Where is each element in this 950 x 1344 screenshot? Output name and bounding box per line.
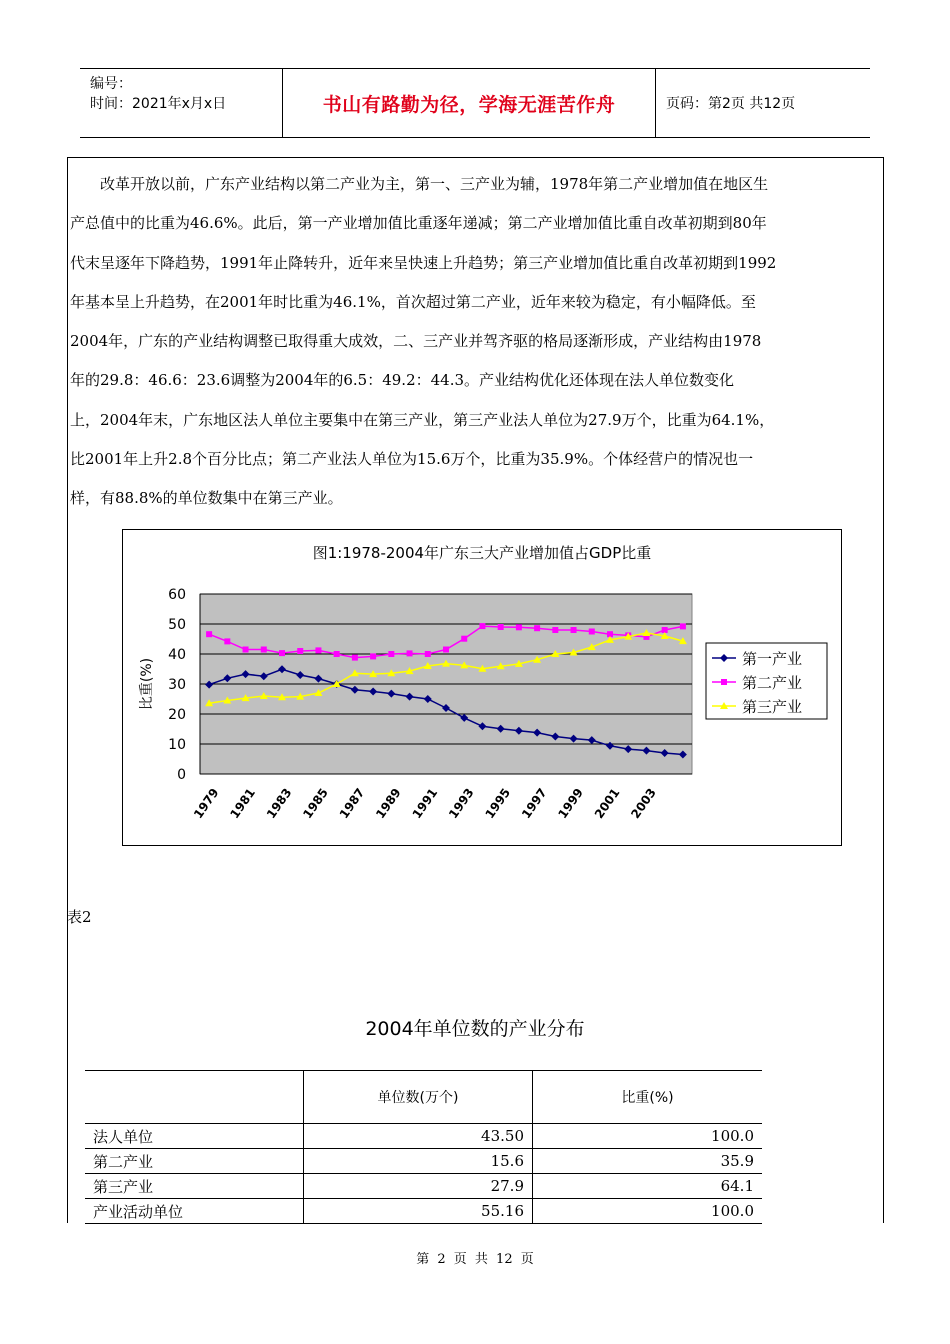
unit-count: 27.9: [304, 1174, 533, 1199]
x-tick-label: 1989: [373, 785, 404, 822]
body-line: 年基本呈上升趋势，在2001年时比重为46.1%，首次超过第二产业，近年来较为稳定，有小幅降低。至: [70, 292, 756, 311]
page-footer: 第 2 页 共 12 页: [416, 1252, 534, 1267]
body-line: 2004年，广东的产业结构调整已取得重大成效，二、三产业并驾齐驱的格局逐渐形成，产业结构由1978: [70, 332, 762, 351]
data-point: [425, 651, 431, 657]
data-point: [261, 647, 267, 653]
x-tick-label: 2003: [628, 785, 659, 822]
table-row: [85, 1124, 762, 1149]
stats-table: [85, 1070, 762, 1224]
data-point: [206, 631, 212, 637]
body-line: 比2001年上升2.8个百分比点；第二产业法人单位为15.6万个，比重为35.9%。个体经营户的情况也一: [70, 450, 754, 469]
data-point: [224, 638, 230, 644]
header-page-info: 页码：第2页 共12页: [666, 96, 796, 112]
y-tick-label: 0: [177, 767, 186, 783]
data-point: [279, 650, 285, 656]
body-line: 年的29.8：46.6：23.6调整为2004年的6.5：49.2：44.3。产业结构优化还体现在法人单位数变化: [70, 371, 735, 390]
x-tick-label: 1987: [336, 785, 368, 822]
x-tick-label: 1981: [227, 785, 259, 822]
data-point: [552, 627, 558, 633]
time-label: 时间：2021年x月x日: [90, 96, 227, 112]
line-chart: [123, 530, 841, 845]
body-line: 产总值中的比重为46.6%。此后，第一产业增加值比重逐年递减；第二产业增加值比重自改革初期到80年: [70, 214, 767, 233]
table-row: [85, 1174, 762, 1199]
data-point: [407, 650, 413, 656]
header-motto: 书山有路勤为径，学海无涯苦作舟: [283, 69, 656, 137]
body-line: 代末呈逐年下降趋势，1991年止降转升，近年来呈快速上升趋势；第三产业增加值比重自改革初期到1992: [70, 253, 777, 272]
share: 100.0: [533, 1199, 763, 1224]
body-line: 改革开放以前，广东产业结构以第二产业为主，第一、三产业为辅，1978年第二产业增加值在地区生: [70, 175, 769, 193]
data-point: [534, 625, 540, 631]
header-meta: [80, 69, 283, 137]
y-axis-label: 比重(%): [139, 657, 155, 711]
share: 100.0: [533, 1124, 763, 1149]
data-point: [680, 623, 686, 629]
legend-label: 第三产业: [742, 698, 803, 716]
page-header: [80, 68, 870, 138]
share: 64.1: [533, 1174, 763, 1199]
x-tick-label: 1997: [518, 785, 550, 822]
chart-title: 图1:1978-2004年广东三大产业增加值占GDP比重: [312, 544, 652, 562]
x-tick-label: 1995: [482, 785, 514, 822]
table-row: [85, 1199, 762, 1224]
data-point: [370, 653, 376, 659]
data-point: [443, 647, 449, 653]
body-line: 样，有88.8%的单位数集中在第三产业。: [70, 489, 343, 508]
row-label: 法人单位: [85, 1124, 304, 1149]
data-point: [388, 651, 394, 657]
header-cell: [85, 1071, 304, 1124]
chart-container: [122, 529, 842, 846]
x-tick-label: 1993: [446, 785, 477, 822]
data-point: [334, 651, 340, 657]
legend-label: 第二产业: [742, 674, 803, 692]
header-cell: 单位数(万个): [304, 1071, 533, 1124]
y-tick-label: 50: [168, 617, 186, 633]
y-tick-label: 30: [168, 677, 186, 693]
y-tick-label: 10: [168, 737, 186, 753]
data-point: [315, 647, 321, 653]
y-tick-label: 20: [168, 707, 186, 723]
row-label: 产业活动单位: [85, 1199, 304, 1224]
data-point: [479, 623, 485, 629]
y-tick-label: 40: [168, 647, 186, 663]
row-label: 第二产业: [85, 1149, 304, 1174]
header-cell: 比重(%): [533, 1071, 763, 1124]
table-row: [85, 1149, 762, 1174]
share: 35.9: [533, 1149, 763, 1174]
table-caption: 表2: [67, 908, 92, 926]
unit-count: 55.16: [304, 1199, 533, 1224]
legend-label: 第一产业: [742, 650, 803, 668]
data-point: [589, 629, 595, 635]
unit-count: 15.6: [304, 1149, 533, 1174]
row-label: 第三产业: [85, 1174, 304, 1199]
x-tick-label: 2001: [591, 785, 623, 822]
body-paragraph: [70, 165, 882, 519]
data-point: [516, 624, 522, 630]
x-tick-label: 1979: [190, 785, 222, 822]
data-point: [498, 624, 504, 630]
serial-label: 编号：: [90, 76, 132, 92]
x-tick-label: 1991: [409, 785, 441, 822]
table-header-row: [85, 1071, 762, 1124]
x-tick-label: 1999: [555, 785, 587, 822]
table-title: 2004年单位数的产业分布: [365, 1018, 585, 1040]
body-line: 上，2004年末，广东地区法人单位主要集中在第三产业，第三产业法人单位为27.9万个，比重为64.1%，: [70, 410, 775, 429]
unit-count: 43.50: [304, 1124, 533, 1149]
data-point: [297, 648, 303, 654]
data-point: [461, 636, 467, 642]
x-tick-label: 1985: [300, 785, 331, 822]
x-tick-label: 1983: [263, 785, 295, 822]
y-tick-label: 60: [168, 587, 186, 603]
data-point: [352, 655, 358, 661]
legend-marker: [721, 679, 727, 685]
data-point: [243, 647, 249, 653]
data-point: [571, 627, 577, 633]
